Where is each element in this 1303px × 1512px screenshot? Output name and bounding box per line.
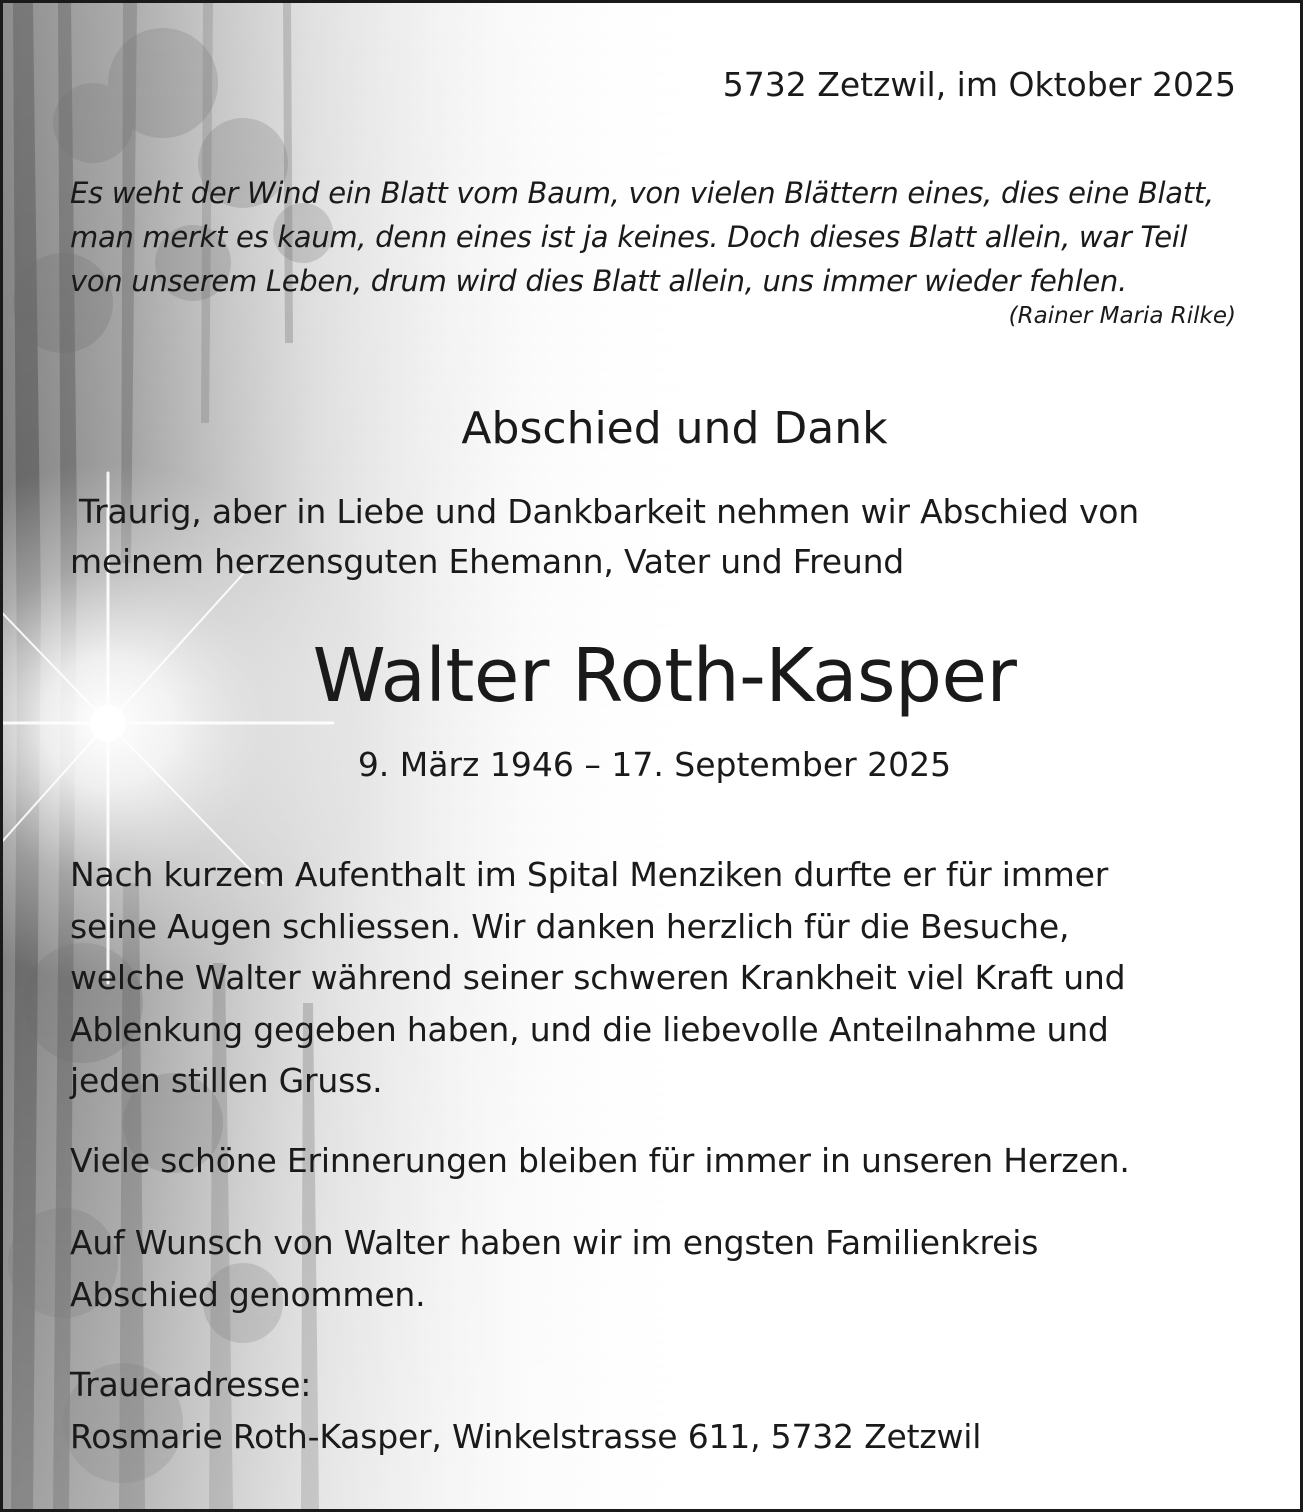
paragraph-line: Viele schöne Erinnerungen bleiben für immer in unseren Herzen. (70, 1141, 1130, 1180)
poem-quote (70, 171, 1250, 303)
paragraph-thanks (70, 849, 1250, 1107)
paragraph-line: Nach kurzem Aufenthalt im Spital Menziken durfte er für immer (70, 855, 1109, 894)
notice-heading: Abschied und Dank (461, 403, 888, 454)
poem-author: (Rainer Maria Rilke) (1008, 303, 1236, 329)
paragraph-line: jeden stillen Gruss. (70, 1061, 383, 1100)
intro-line: Traurig, aber in Liebe und Dankbarkeit nehmen wir Abschied von (79, 492, 1139, 531)
paragraph-line: Abschied genommen. (70, 1274, 426, 1314)
intro-line: meinem herzensguten Ehemann, Vater und Freund (70, 542, 905, 581)
paragraph-memories (70, 1135, 1250, 1187)
life-dates: 9. März 1946 – 17. September 2025 (357, 745, 952, 784)
deceased-name: Walter Roth-Kasper (312, 633, 1017, 719)
paragraph-line: seine Augen schliessen. Wir danken herzlich für die Besuche, (70, 906, 1070, 946)
poem-line: man merkt es kaum, denn eines ist ja keines. Doch dieses Blatt allein, war Teil (70, 220, 1188, 254)
poem-line: Es weht der Wind ein Blatt vom Baum, von vielen Blättern eines, dies eine Blatt, (70, 176, 1214, 210)
paragraph-line: Auf Wunsch von Walter haben wir im engsten Familienkreis (70, 1223, 1039, 1262)
address-value: Rosmarie Roth-Kasper, Winkelstrasse 611, 5732 Zetzwil (70, 1416, 982, 1456)
paragraph-line: Ablenkung gegeben haben, und die liebevolle Anteilnahme und (70, 1009, 1109, 1049)
notice-content (3, 3, 1300, 1509)
place-date: 5732 Zetzwil, im Oktober 2025 (722, 65, 1236, 104)
mourning-address (70, 1359, 1250, 1462)
paragraph-farewell (70, 1217, 1250, 1320)
intro-text (70, 487, 1250, 587)
paragraph-line: welche Walter während seiner schweren Krankheit viel Kraft und (70, 958, 1126, 997)
poem-line: von unserem Leben, drum wird dies Blatt allein, uns immer wieder fehlen. (70, 264, 1127, 298)
address-label: Traueradresse: (70, 1365, 312, 1404)
